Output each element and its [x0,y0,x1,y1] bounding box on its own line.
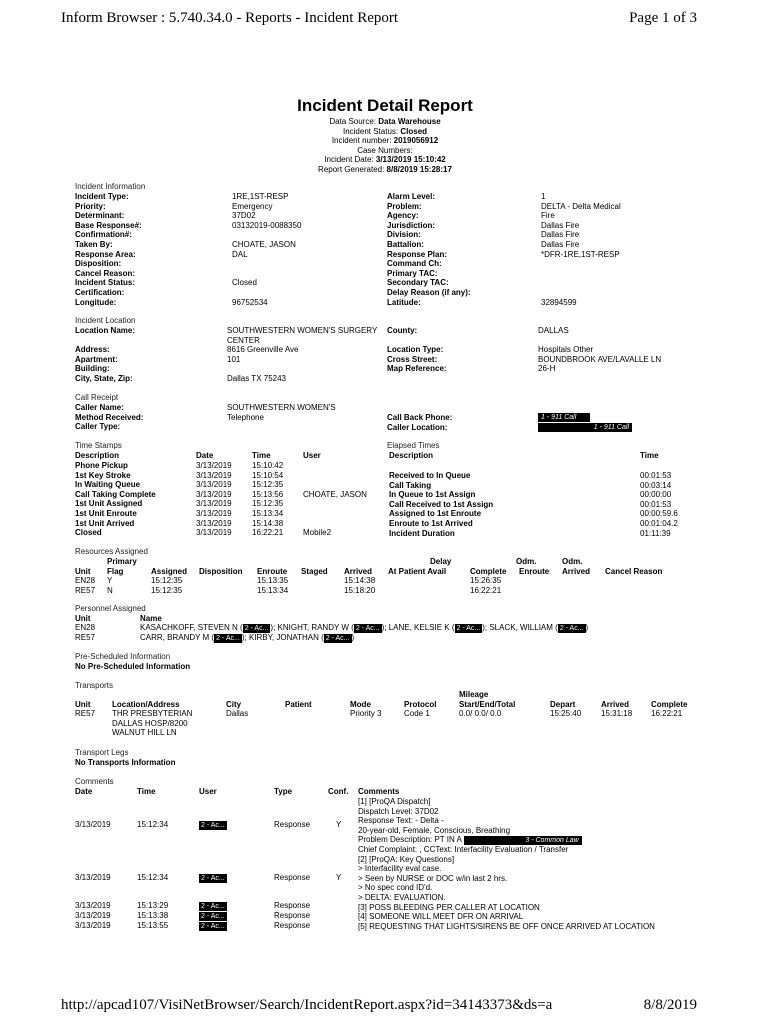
report-title: Incident Detail Report [297,96,473,115]
res-enroute: 15:13:35 15:13:34 [257,576,289,595]
cm-row2-user: 2 - Ac... [201,875,225,882]
res-arrived: 15:14:38 15:18:20 [344,576,376,595]
pers-h-name: Name [140,614,162,623]
res-h-disposition: Disposition [199,567,243,576]
cm-row5-time: 15:13:55 [137,921,169,930]
res-h-cancel: Cancel Reason [605,567,663,576]
incident-info-left-values: 1RE,1ST-RESP Emergency 37D02 03132019-0088350 CHOATE, JASON DAL Closed 96752534 [232,192,302,307]
cm-row1-time: 15:12:34 [137,820,169,829]
report-meta [0,117,770,175]
cm-row1-date: 3/13/2019 [75,820,111,829]
ts-col-user: User [303,451,321,460]
tr-h-mileage2: Start/End/Total [459,700,516,709]
tr-h-mileage1: Mileage [459,690,489,699]
ts-col-description: Description [75,451,120,460]
cm-h-conf: Conf. [328,787,349,796]
comment-text: [1] [ProQA Dispatch] Dispatch Level: 37D02 Response Text: - Delta - 20-year-old, Female, Conscious, Breathing Problem Description: PT IN A 3 - Common Law Chief Complaint: , CCText: Interfacility Evaluation / Transfer [2] [ProQA: Key Questions] > Interfacility eval case. > Seen by NURSE or DOC w/in last 2 hrs. > No spec cond ID'd. > DELTA: EVALUATION. [3] POSS BLEEDING PER CALLER AT LOCATION [4] SOMEONE WILL MEET DFR ON ARRIVAL [5] REQUESTING THAT LIGHTS/SIRENS BE OFF ONCE ARRIVED AT LOCATION [358,797,655,931]
res-assigned: 15:12:35 15:12:35 [151,576,183,595]
incident-number: 2019056912 [393,136,439,146]
ts-col-time: Time [252,451,271,460]
cm-h-date: Date [75,787,93,796]
transport-legs-heading: Transport Legs [75,748,129,757]
res-h-enroute: Enroute [257,567,288,576]
tr-unit: RE57 [75,709,96,718]
call-receipt-values: SOUTHWESTERN WOMEN'S Telephone [227,403,336,422]
et-col-time: Time [640,451,659,460]
status-value: Closed [400,126,428,136]
call-receipt-heading: Call Receipt [75,393,119,402]
res-h-odm2a: Odm. [562,557,583,566]
elapsed-heading: Elapsed Times [387,441,440,450]
res-h-at-patient: At Patient Avail [388,567,447,576]
ts-descriptions: Phone Pickup 1st Key Stroke In Waiting Queue Call Taking Complete 1st Unit Assigned 1st Unit Enroute 1st Unit Arrived Closed [75,461,156,538]
personnel-heading: Personnel Assigned [75,604,146,613]
tr-h-protocol: Protocol [404,700,437,709]
cm-row3-date: 3/13/2019 [75,901,111,910]
incident-info-heading: Incident Information [75,182,146,191]
ts-times: 15:10:42 15:10:54 15:12:35 15:13:56 15:12:35 15:13:34 15:14:38 16:22:21 [252,461,284,538]
cm-row1-conf: Y [336,820,342,829]
prescheduled-heading: Pre-Scheduled Information [75,652,171,661]
et-descriptions: Received to In Queue Call Taking In Queue to 1st Assign Call Received to 1st Assign Assigned to 1st Enroute Enroute to 1st Arrived Incident Duration [389,471,494,538]
pers-re57-names: CARR, BRANDY M ( 2 - Ac... ); KIRBY, JONATHAN ( 2 - Ac... ) [140,633,355,642]
res-h-complete: Complete [470,567,507,576]
cm-row1-user: 2 - Ac... [201,822,225,829]
cm-h-time: Time [137,787,156,796]
cm-row4-time: 15:13:38 [137,911,169,920]
cm-row4-type: Response [274,911,311,920]
cm-row2-time: 15:12:34 [137,873,169,882]
tr-h-complete: Complete [651,700,688,709]
res-h-odm2b: Arrived [562,567,591,576]
incident-info-left-labels: Incident Type: Priority: Determinant: Base Response#: Confirmation#: Taken By: Response Area: Disposition: Cancel Reason: Incident Status: Certification: Longitude: [75,192,142,307]
callback-label: Call Back Phone: [387,413,453,422]
tr-arrived: 15:31:18 [601,709,633,718]
pers-units: EN28 RE57 [75,623,96,642]
page-url[interactable]: http://apcad107/VisiNetBrowser/Search/IncidentReport.aspx?id=34143373&ds=a [61,997,553,1013]
tr-h-patient: Patient [285,700,312,709]
transports-heading: Transports [75,681,113,690]
date-label: Incident Date: [324,155,374,165]
browser-title: Inform Browser : 5.740.34.0 - Reports - Incident Report [61,10,399,26]
cm-row1-type: Response [274,820,311,829]
res-h-arrived: Arrived [344,567,373,576]
cm-row3-time: 15:13:29 [137,901,169,910]
res-h-staged: Staged [301,567,328,576]
incident-date: 3/13/2019 15:10:42 [375,155,446,165]
status-label: Incident Status: [342,126,399,136]
resources-heading: Resources Assigned [75,547,148,556]
cm-row2-type: Response [274,873,311,882]
transport-legs-value: No Transports Information [75,758,176,767]
res-h-odm1b: Enroute [519,567,550,576]
tr-h-city: City [226,700,242,709]
cm-row2-conf: Y [336,873,342,882]
generated-label: Report Generated: [318,164,385,174]
data-source-label: Data Source: [329,117,377,126]
et-times: 00:01:53 00:03:14 00:00:00 00:01:53 00:00:59.6 00:01:04.2 01:11:39 [640,471,678,538]
res-h-assigned: Assigned [151,567,188,576]
cm-row2-date: 3/13/2019 [75,873,111,882]
res-h-unit: Unit [75,567,91,576]
tr-h-unit: Unit [75,700,91,709]
number-label: Incident number: [331,136,392,146]
cm-row4-user: 2 - Ac... [201,913,225,920]
tr-h-arrived: Arrived [601,700,630,709]
tr-h-location: Location/Address [112,700,180,709]
tr-h-depart: Depart [550,700,576,709]
res-flags: Y N [107,576,113,595]
res-h-delay: Delay [430,557,452,566]
call-receipt-labels: Caller Name: Method Received: Caller Type: [75,403,144,432]
tr-mode: Priority 3 [350,709,382,718]
location-right-labels: County: Location Type: Cross Street: Map Reference: [387,326,447,374]
location-left-labels: Location Name: Address: Apartment: Building: City, State, Zip: [75,326,136,383]
tr-city: Dallas [226,709,249,718]
print-date: 8/8/2019 [643,997,697,1013]
cm-row5-type: Response [274,921,311,930]
cm-row5-user: 2 - Ac... [201,923,225,930]
cm-h-user: User [199,787,217,796]
ts-users: CHOATE, JASON Mobile2 [303,489,367,538]
cm-row3-user: 2 - Ac... [201,903,225,910]
data-source: Data Warehouse [378,117,441,126]
cm-row5-date: 3/13/2019 [75,921,111,930]
ts-col-date: Date [196,451,214,460]
tr-h-mode: Mode [350,700,371,709]
cm-h-comments: Comments [358,787,400,796]
cm-row3-type: Response [274,901,311,910]
cm-row4-date: 3/13/2019 [75,911,111,920]
pers-en28-names: KASACHKOFF, STEVEN N ( 2 - Ac... ); KNIGHT, RANDY W ( 2 - Ac... ); LANE, KELSIE K ( 2 - Ac... ); SLACK, WILLIAM ( 2 - Ac... ) [140,623,589,632]
incident-info-right-values: 1 DELTA - Delta Medical Fire Dallas Fire Dallas Fire Dallas Fire *DFR-1RE,1ST-RESP 32894599 [541,192,621,307]
incident-info-right-labels: Alarm Level: Problem: Agency: Jurisdiction: Division: Battalion: Response Plan: Command Ch: Primary TAC: Secondary TAC: Delay Reason (if any): Latitude: [387,192,471,307]
caller-location-value: 1 - 911 Call [538,422,632,432]
tr-protocol: Code 1 [404,709,430,718]
location-right-values: DALLAS Hospitals Other BOUNDBROOK AVE/LAVALLE LN 26-H [538,326,662,374]
tr-complete: 16:22:21 [651,709,683,718]
ts-dates: 3/13/2019 3/13/2019 3/13/2019 3/13/2019 3/13/2019 3/13/2019 3/13/2019 3/13/2019 [196,461,232,538]
res-h-primary: Primary [107,557,137,566]
cm-h-type: Type [274,787,293,796]
incident-location-heading: Incident Location [75,316,136,325]
page-indicator: Page 1 of 3 [629,10,697,26]
tr-location: THR PRESBYTERIAN DALLAS HOSP/8200 WALNUT HILL LN [112,709,193,738]
et-col-description: Description [389,451,434,460]
time-stamps-heading: Time Stamps [75,441,122,450]
comments-heading: Comments [75,777,114,786]
res-units: EN28 RE57 [75,576,96,595]
location-left-values: SOUTHWESTERN WOMEN'S SURGERY CENTER 8616 Greenville Ave 101 Dallas TX 75243 [227,326,378,383]
res-h-flag: Flag [107,567,124,576]
tr-mileage: 0.0/ 0.0/ 0.0 [459,709,502,718]
report-generated: 8/8/2019 15:28:17 [386,164,452,174]
res-complete: 15:26:35 16:22:21 [470,576,502,595]
res-h-odm1a: Odm. [516,557,537,566]
caller-location-label: Caller Location: [387,423,448,432]
case-label: Case Numbers: [357,145,413,155]
callback-value: 1 - 911 Call [538,412,590,422]
prescheduled-value: No Pre-Scheduled Information [75,662,191,671]
tr-depart: 15:25:40 [550,709,582,718]
pers-h-unit: Unit [75,614,91,623]
